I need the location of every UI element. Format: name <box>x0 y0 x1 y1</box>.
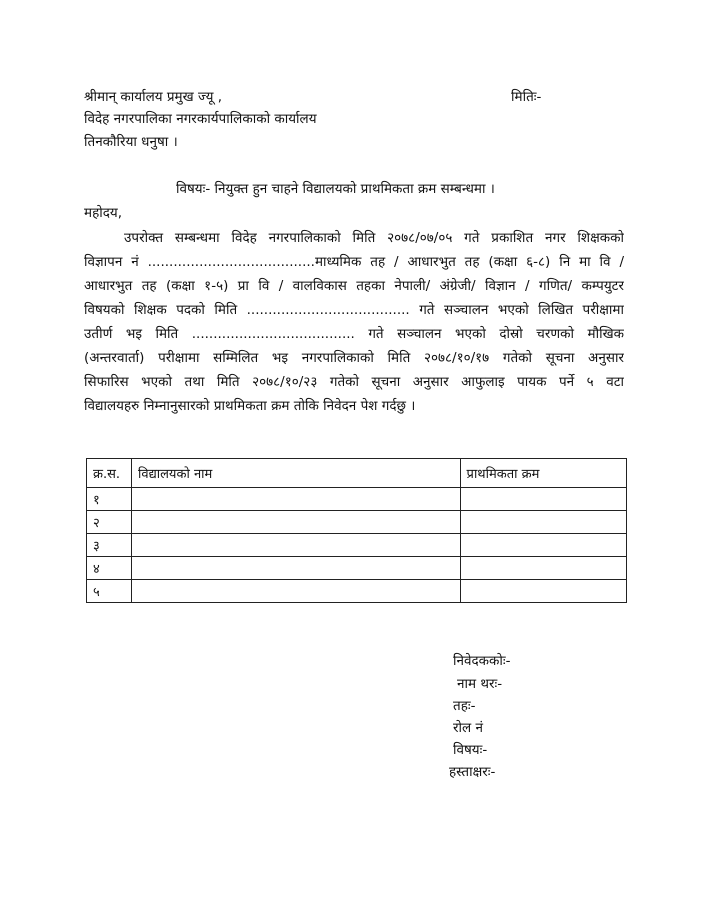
body-line: विषयको शिक्षक पदको मिति ...................................... गते सञ्चालन भएको लिखित परीक्षामा <box>84 302 624 318</box>
serial-cell: ४ <box>87 557 132 580</box>
date-label: मितिः- <box>511 89 542 105</box>
table-header-row <box>87 459 627 488</box>
col-header-priority: प्राथमिकता क्रम <box>460 459 626 488</box>
serial-cell: ३ <box>87 534 132 557</box>
body-line: आधारभुत तह (कक्षा १-५) प्रा वि / वालविकास तहका नेपाली/ अंग्रेजी/ विज्ञान / गणित/ कम्पयुटर <box>84 278 624 294</box>
subject-line: विषयः- नियुक्त हुन चाहने विद्यालयको प्राथमिकता क्रम सम्बन्धमा । <box>176 181 495 197</box>
table-row <box>87 580 627 603</box>
table-row <box>87 511 627 534</box>
school-name-cell <box>131 557 460 580</box>
priority-table <box>86 458 627 603</box>
school-name-cell <box>131 534 460 557</box>
letter-body <box>84 226 624 418</box>
level-label: तहः- <box>453 698 476 714</box>
applicant-label: निवेदककोः- <box>453 653 511 669</box>
salutation: महोदय, <box>84 205 123 221</box>
office-location: तिनकौरिया धनुषा । <box>84 134 178 150</box>
body-line: विज्ञापन नं .......................................माध्यमिक तह / आधारभुत तह (कक्षा ६-८) नि मा वि / <box>84 254 624 270</box>
roll-label: रोल नं <box>453 720 483 736</box>
school-name-cell <box>131 580 460 603</box>
table-row <box>87 534 627 557</box>
body-line: सिफारिस भएको तथा मिति २०७८/१०/२३ गतेको सूचना अनुसार आफुलाइ पायक पर्ने ५ वटा <box>84 374 624 390</box>
addressee: श्रीमान् कार्यालय प्रमुख ज्यू , <box>84 89 223 105</box>
priority-cell <box>460 580 626 603</box>
subject-label: विषयः- <box>453 742 488 758</box>
priority-cell <box>460 511 626 534</box>
serial-cell: २ <box>87 511 132 534</box>
priority-cell <box>460 557 626 580</box>
table-row <box>87 557 627 580</box>
col-header-school-name: विद्यालयको नाम <box>131 459 460 488</box>
serial-cell: ५ <box>87 580 132 603</box>
priority-cell <box>460 488 626 511</box>
priority-cell <box>460 534 626 557</box>
body-line: उपरोक्त सम्बन्धमा विदेह नगरपालिकाको मिति २०७८/०७/०५ गते प्रकाशित नगर शिक्षकको <box>124 230 624 246</box>
school-name-cell <box>131 511 460 534</box>
serial-cell: १ <box>87 488 132 511</box>
body-line: विद्यालयहरु निम्नानुसारको प्राथमिकता क्रम तोकि निवेदन पेश गर्दछु । <box>84 398 416 414</box>
signature-label: हस्ताक्षरः- <box>449 764 496 780</box>
office-name: विदेह नगरपालिका नगरकार्यपालिकाको कार्यालय <box>84 111 317 127</box>
body-line: उतीर्ण भइ मिति ...................................... गते सञ्चालन भएको दोस्रो चरणको मौखिक <box>84 326 624 342</box>
name-label: नाम थरः- <box>457 676 503 692</box>
col-header-serial: क्र.स. <box>87 459 132 488</box>
school-name-cell <box>131 488 460 511</box>
table-row <box>87 488 627 511</box>
body-line: (अन्तरवार्ता) परीक्षामा सम्मिलित भइ नगरपालिकाको मिति २०७८/१०/१७ गतेको सूचना अनुसार <box>84 350 624 366</box>
